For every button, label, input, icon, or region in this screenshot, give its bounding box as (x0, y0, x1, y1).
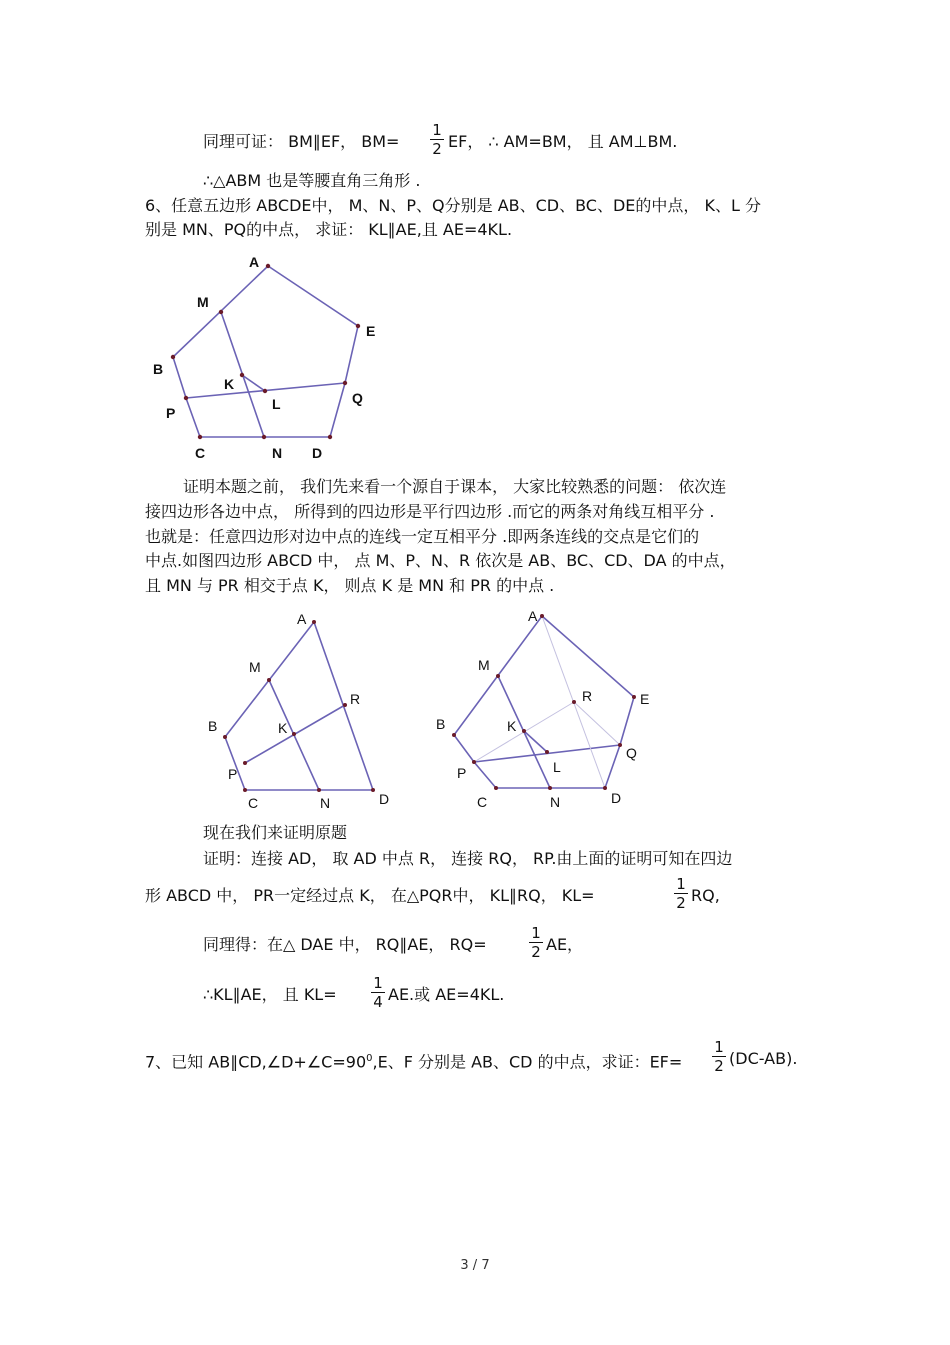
para-line-4: 中点.如图四边形 ABCD 中， 点 M、P、N、R 依次是 AB、BC、CD、DA 的中点， (145, 551, 736, 570)
label-l-3: L (553, 759, 561, 775)
segment-mn-2 (498, 676, 550, 788)
label-c: C (195, 445, 206, 461)
vertex-points (171, 264, 360, 439)
para-line-5: 且 MN 与 PR 相交于点 K， 则点 K 是 MN 和 PR 的中点 . (145, 576, 555, 595)
problem6-line1: 6、任意五边形 ABCDE中， M、N、P、Q分别是 AB、CD、BC、DE的中点， K、L 分 (145, 196, 761, 215)
segment-pq-2 (474, 745, 620, 762)
fraction-half-4 (712, 1039, 726, 1074)
para-line-1: 证明本题之前， 我们先来看一个源自于课本， 大家比较熟悉的问题： 依次连 (183, 477, 727, 496)
pentagon-outline-2 (454, 616, 634, 788)
segment-pq (186, 383, 345, 398)
label-b-quad: B (208, 718, 218, 734)
proof-line-2 (145, 886, 595, 906)
fraction-half-2 (674, 876, 688, 911)
label-e: E (366, 323, 376, 339)
fraction-denominator: 2 (676, 894, 686, 912)
pentagon-outline (173, 266, 358, 437)
segment-pr-2 (474, 702, 574, 762)
page-number: 3 / 7 (460, 1258, 490, 1273)
label-m-3: M (478, 657, 490, 673)
label-k-quad: K (278, 720, 288, 736)
segment-mn-quad (269, 680, 319, 790)
fraction-numerator: 1 (714, 1038, 724, 1056)
text-p8a: 形 ABCD 中， PR一定经过点 K， 在△PQR中， KL∥RQ， KL= (145, 886, 595, 905)
label-p-quad: P (228, 766, 238, 782)
fraction-quarter (371, 975, 385, 1010)
fraction-denominator: 2 (714, 1057, 724, 1075)
proof-line-4-rest: AE.或 AE=4KL. (388, 985, 505, 1004)
label-c-quad: C (248, 795, 259, 811)
label-m-quad: M (249, 659, 261, 675)
proof-line-4: ∴KL∥AE， 且 KL= (203, 985, 337, 1004)
label-b: B (153, 361, 164, 377)
para-line-2: 接四边形各边中点， 所得到的四边形是平行四边形 .而它的两条对角线互相平分 . (145, 502, 715, 521)
fraction-half-3 (529, 925, 543, 960)
segment-kl (242, 375, 265, 391)
label-k: K (224, 376, 235, 392)
fraction-numerator: 1 (676, 875, 686, 893)
label-n-3: N (550, 794, 561, 810)
label-d-quad: D (379, 791, 390, 807)
proof-line-3-rest: AE， (546, 935, 584, 954)
proof-intro: 现在我们来证明原题 (203, 823, 348, 842)
segment-rq-2 (574, 702, 620, 745)
label-l: L (272, 396, 281, 412)
label-q-3: Q (626, 745, 637, 761)
label-a-quad: A (297, 611, 307, 627)
problem7-line (145, 1049, 682, 1072)
segment-kl-2 (524, 731, 547, 752)
fraction-numerator: 1 (531, 924, 541, 942)
label-e-3: E (640, 691, 650, 707)
pentagon2-points (452, 614, 636, 790)
label-c-3: C (477, 794, 488, 810)
label-b-3: B (436, 716, 446, 732)
fraction-half (430, 122, 444, 157)
conclusion-line: ∴△ABM 也是等腰直角三角形 . (203, 171, 421, 190)
text-l1b: EF， ∴ AM=BM， 且 AM⊥BM. (448, 132, 678, 151)
proof-line-bm-rest (448, 132, 677, 152)
label-p: P (166, 405, 176, 421)
problem6-line2: 别是 MN、PQ的中点， 求证： KL∥AE,且 AE=4KL. (145, 220, 513, 239)
text-p11a: 7、已知 AB∥CD,∠D+∠C=90 (145, 1052, 367, 1072)
diagonal-ad (542, 616, 605, 788)
label-m: M (197, 294, 209, 310)
label-n-quad: N (320, 795, 331, 811)
proof-line-3: 同理得：在△ DAE 中， RQ∥AE， RQ= (203, 935, 487, 954)
label-k-3: K (507, 718, 517, 734)
quadrilateral-outline (225, 622, 373, 790)
proof-line-1: 证明：连接 AD， 取 AD 中点 R， 连接 RQ， RP.由上面的证明可知在四边 (203, 849, 733, 868)
proof-line-2-rest: RQ, (691, 886, 720, 905)
label-r-quad: R (350, 691, 361, 707)
label-a-3: A (528, 608, 538, 624)
fraction-numerator: 1 (373, 974, 383, 992)
label-r-3: R (582, 688, 593, 704)
label-q: Q (352, 390, 363, 406)
quad-points (223, 620, 375, 792)
label-d-3: D (611, 790, 622, 806)
para-line-3: 也就是：任意四边形对边中点的连线一定互相平分 .即两条连线的交点是它们的 (145, 527, 700, 546)
fraction-denominator: 4 (373, 993, 383, 1011)
segment-mn (221, 312, 264, 437)
fraction-denominator: 2 (432, 140, 442, 158)
label-n: N (272, 445, 283, 461)
fraction-numerator: 1 (432, 121, 442, 139)
degree-sup: 0 (366, 1053, 373, 1064)
problem7-rest: (DC-AB). (729, 1049, 798, 1068)
label-p-3: P (457, 765, 467, 781)
fraction-denominator: 2 (531, 943, 541, 961)
text-l1a: 同理可证： BM∥EF， BM= (203, 132, 400, 151)
label-a: A (249, 254, 260, 270)
segment-pr-quad (245, 705, 345, 763)
proof-line-bm (203, 132, 399, 152)
label-d: D (312, 445, 323, 461)
text-p11b: ,E、F 分别是 AB、CD 的中点，求证：EF= (372, 1052, 683, 1072)
